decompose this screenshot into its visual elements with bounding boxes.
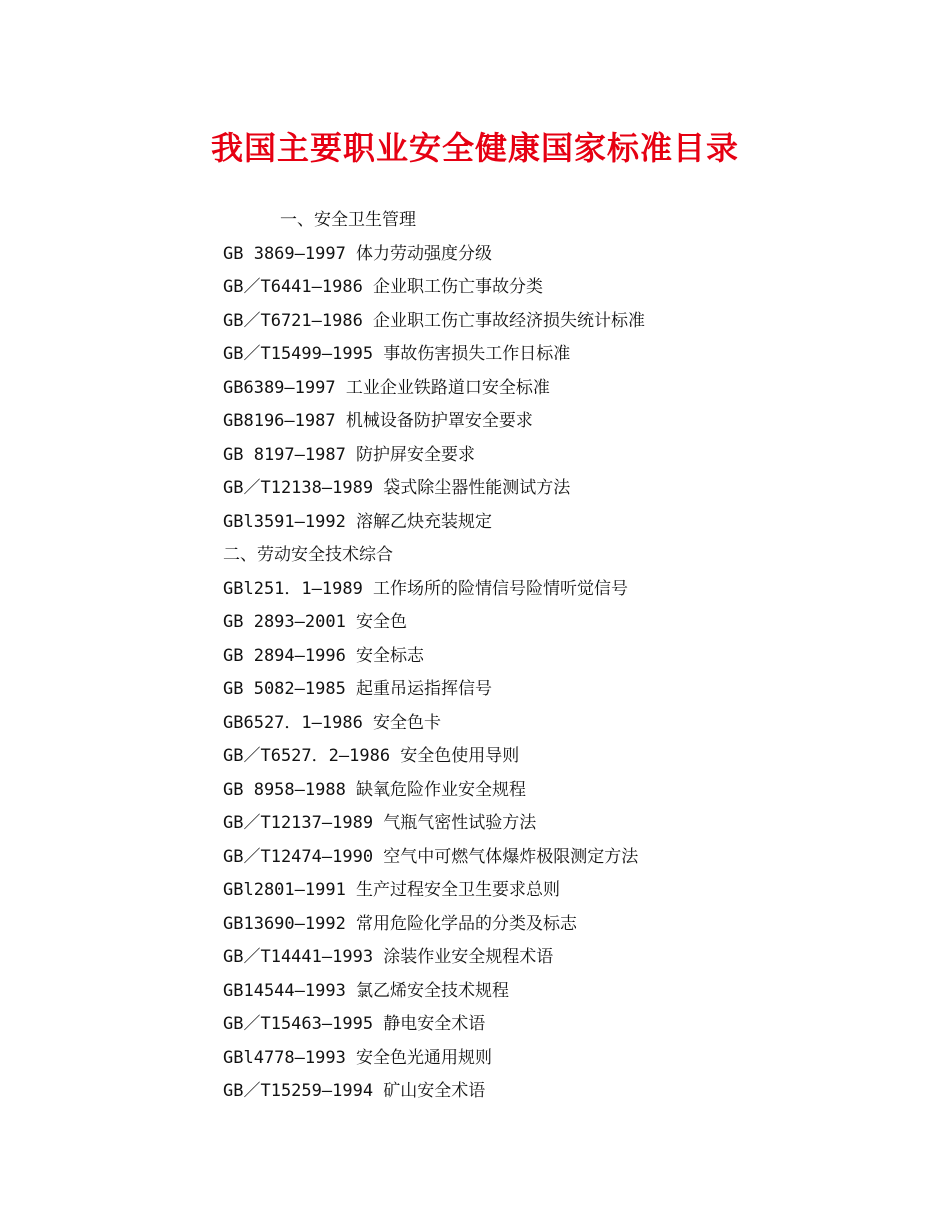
standard-item: GB 8197—1987 防护屏安全要求 [223, 444, 476, 465]
standard-item: GBl251．1—1989 工作场所的险情信号险情听觉信号 [223, 578, 629, 599]
standard-item: GB6389—1997 工业企业铁路道口安全标准 [223, 377, 550, 398]
section-heading-safety-management: 一、安全卫生管理 [280, 210, 416, 230]
page-title: 我国主要职业安全健康国家标准目录 [210, 129, 739, 167]
standard-item: GB／T6441—1986 企业职工伤亡事故分类 [223, 277, 544, 297]
standard-item: GB／T6721—1986 企业职工伤亡事故经济损失统计标准 [223, 310, 646, 331]
standard-item: GB 2893—2001 安全色 [223, 612, 408, 632]
standard-item: GB／T12138—1989 袋式除尘器性能测试方法 [223, 478, 571, 498]
standard-item: GB14544—1993 氯乙烯安全技术规程 [223, 980, 510, 1001]
standard-item: GB／T12137—1989 气瓶气密性试验方法 [223, 813, 537, 833]
standard-item: GB 8958—1988 缺氧危险作业安全规程 [223, 779, 527, 800]
standard-item: GB／T12474—1990 空气中可燃气体爆炸极限测定方法 [223, 846, 639, 867]
standard-item: GB8196—1987 机械设备防护罩安全要求 [223, 411, 533, 431]
standard-item: GBl2801—1991 生产过程安全卫生要求总则 [223, 880, 561, 900]
standard-item: GB 5082—1985 起重吊运指挥信号 [223, 679, 493, 699]
standard-item: GB6527．1—1986 安全色卡 [223, 712, 442, 733]
standard-item: GB／T15259—1994 矿山安全术语 [223, 1081, 486, 1101]
standard-item: GB／T6527．2—1986 安全色使用导则 [223, 746, 520, 766]
standard-item: GB 2894—1996 安全标志 [223, 645, 425, 666]
standard-item: GB／T14441—1993 涂装作业安全规程术语 [223, 947, 554, 967]
standard-item: GB／T15499—1995 事故伤害损失工作日标准 [223, 344, 571, 364]
standards-list [223, 204, 903, 1109]
standard-item: GBl3591—1992 溶解乙炔充装规定 [223, 511, 493, 532]
standard-item: GB13690—1992 常用危险化学品的分类及标志 [223, 913, 578, 934]
standard-item: GB／T15463—1995 静电安全术语 [223, 1014, 486, 1034]
section-heading-labor-safety: 二、劳动安全技术综合 [223, 545, 393, 565]
standard-item: GB 3869—1997 体力劳动强度分级 [223, 243, 493, 264]
standard-item: GBl4778—1993 安全色光通用规则 [223, 1047, 493, 1068]
